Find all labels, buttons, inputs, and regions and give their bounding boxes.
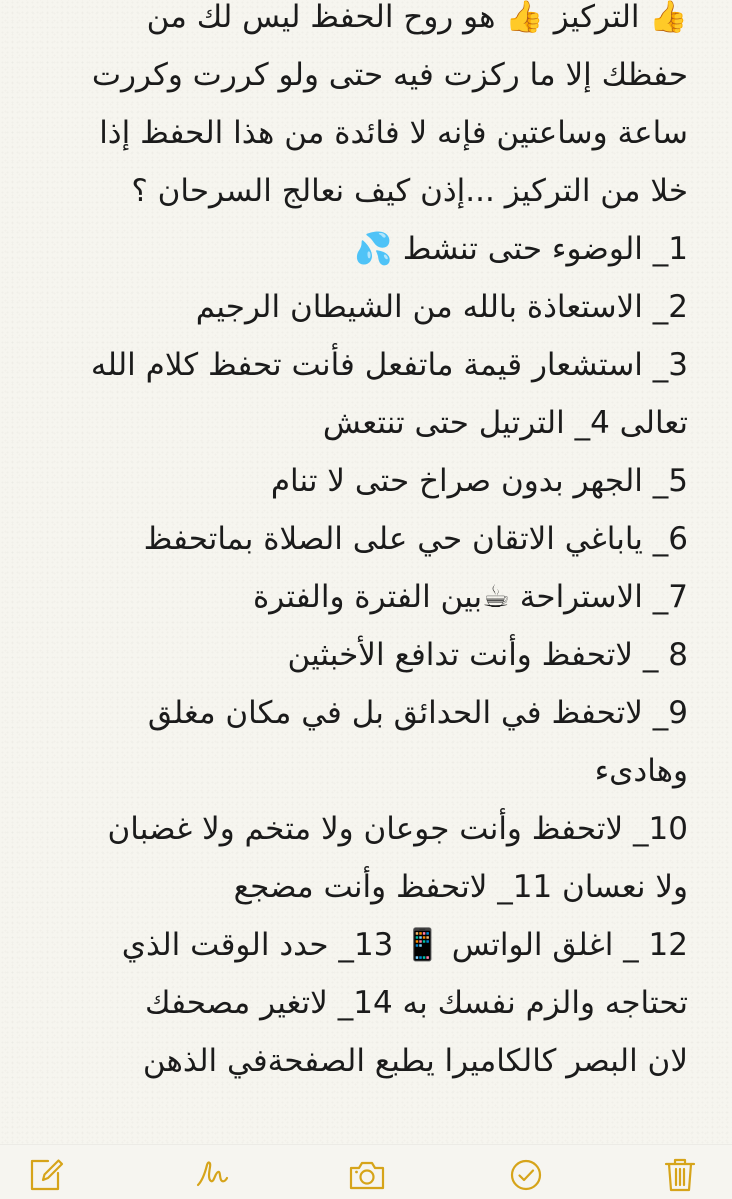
camera-icon [347, 1155, 387, 1195]
note-line: 12 _ اغلق الواتس 📱 13_ حدد الوقت الذي [121, 927, 688, 963]
note-line: 6_ ياباغي الاتقان حي على الصلاة بماتحفظ [143, 521, 688, 557]
compose-button[interactable] [26, 1155, 66, 1195]
note-line: 3_ استشعار قيمة ماتفعل فأنت تحفظ كلام الله [90, 347, 688, 383]
note-line: خلا من التركيز ...إذن كيف نعالج السرحان ؟ [131, 173, 688, 209]
compose-icon [26, 1155, 66, 1195]
checklist-icon [506, 1155, 546, 1195]
delete-button[interactable] [660, 1155, 700, 1195]
trash-icon [660, 1155, 700, 1195]
note-line: 8 _ لاتحفظ وأنت تدافع الأخبثين [287, 637, 688, 673]
sketch-icon [192, 1155, 232, 1195]
note-line: 1_ الوضوء حتى تنشط 💦 [354, 231, 688, 267]
note-line: ساعة وساعتين فإنه لا فائدة من هذا الحفظ إذا [99, 115, 688, 151]
note-line: حفظك إلا ما ركزت فيه حتى ولو كررت وكررت [91, 57, 688, 93]
note-line: تعالى 4_ الترتيل حتى تنتعش [322, 405, 688, 441]
note-line: لان البصر كالكاميرا يطبع الصفحةفي الذهن [142, 1043, 688, 1079]
note-line: 7_ الاستراحة ☕بين الفترة والفترة [253, 579, 688, 615]
bottom-toolbar [0, 1144, 732, 1199]
note-line: 10_ لاتحفظ وأنت جوعان ولا متخم ولا غضبان [107, 811, 688, 847]
sketch-button[interactable] [192, 1155, 232, 1195]
note-line: 👍 التركيز 👍 هو روح الحفظ ليس لك من [146, 0, 688, 35]
note-line: تحتاجه والزم نفسك به 14_ لاتغير مصحفك [144, 985, 688, 1021]
checklist-button[interactable] [506, 1155, 546, 1195]
note-line: وهادىء [594, 753, 688, 789]
note-line: 9_ لاتحفظ في الحدائق بل في مكان مغلق [147, 695, 688, 731]
note-line: 2_ الاستعاذة بالله من الشيطان الرجيم [195, 289, 688, 325]
camera-button[interactable] [347, 1155, 387, 1195]
note-line: 5_ الجهر بدون صراخ حتى لا تنام [270, 463, 688, 499]
note-line: ولا نعسان 11_ لاتحفظ وأنت مضجع [233, 869, 688, 905]
